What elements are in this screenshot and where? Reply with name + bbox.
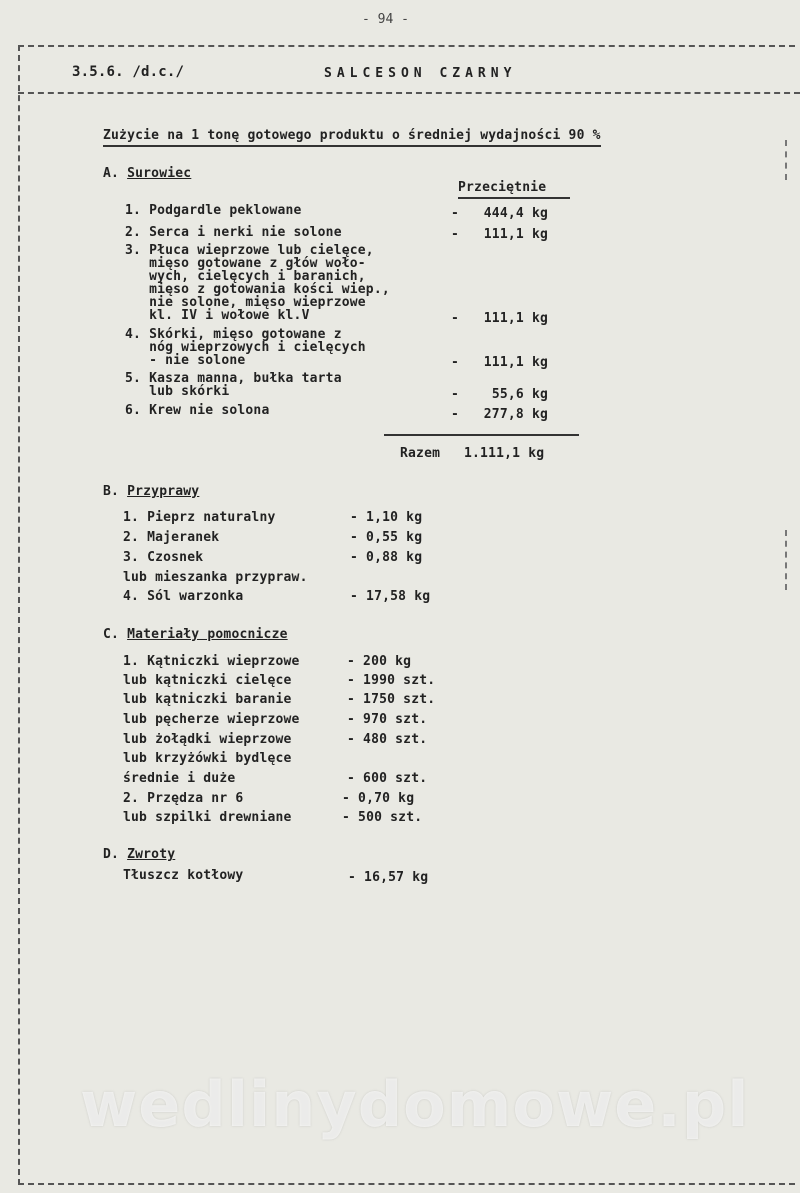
auxiliary-material-item-value: - 600 szt. — [347, 771, 428, 786]
raw-material-item-label: 1. Podgardle peklowane — [125, 203, 302, 218]
item-dash: - — [451, 227, 460, 242]
raw-material-item-value: 111,1 kg — [483, 311, 548, 326]
auxiliary-material-item-value: - 200 kg — [347, 654, 412, 669]
section-d-heading: D. Zwroty — [103, 847, 176, 862]
return-item-value: - 16,57 kg — [348, 870, 429, 885]
item-dash: - — [451, 206, 460, 221]
spice-item-label: 1. Pieprz naturalny — [123, 510, 276, 525]
auxiliary-material-item-value: - 970 szt. — [347, 712, 428, 727]
total-rule — [384, 434, 579, 436]
raw-material-item-label: 5. Kasza manna, bułka tarta lub skórki — [125, 371, 342, 399]
auxiliary-material-item-label: lub pęcherze wieprzowe — [123, 712, 300, 727]
raw-material-item-value: 111,1 kg — [483, 355, 548, 370]
auxiliary-material-item-value: - 0,70 kg — [342, 791, 415, 806]
raw-material-item-value: 444,4 kg — [483, 206, 548, 221]
spice-item-label: 3. Czosnek — [123, 550, 204, 565]
auxiliary-material-item-label: 1. Kątniczki wieprzowe — [123, 654, 300, 669]
raw-material-item-value: 277,8 kg — [483, 407, 548, 422]
header-divider — [18, 92, 800, 94]
item-dash: - — [451, 387, 460, 402]
section-c-heading: C. Materiały pomocnicze — [103, 627, 288, 642]
watermark: wedlinydomowe.pl — [80, 1068, 750, 1141]
section-number: 3.5.6. /d.c./ — [72, 64, 185, 80]
auxiliary-material-item-label: lub żołądki wieprzowe — [123, 732, 292, 747]
auxiliary-material-item-label: 2. Przędza nr 6 — [123, 791, 244, 806]
page-number: - 94 - — [362, 12, 409, 27]
raw-material-item-value: 111,1 kg — [483, 227, 548, 242]
item-dash: - — [451, 355, 460, 370]
total-value: 1.111,1 kg — [464, 446, 545, 461]
spice-item-label: 2. Majeranek — [123, 530, 220, 545]
spice-item-label: 4. Sól warzonka — [123, 589, 244, 604]
auxiliary-material-item-label: lub kątniczki baranie — [123, 692, 292, 707]
return-item-label: Tłuszcz kotłowy — [123, 868, 244, 883]
margin-mark — [785, 530, 791, 590]
auxiliary-material-item-value: - 1750 szt. — [347, 692, 436, 707]
document-title: SALCESON CZARNY — [324, 66, 517, 81]
total-label: Razem — [400, 446, 441, 461]
auxiliary-material-item-label: lub kątniczki cielęce — [123, 673, 292, 688]
spice-item-value: - 0,55 kg — [350, 530, 423, 545]
raw-material-item-label: 2. Serca i nerki nie solone — [125, 225, 342, 240]
spice-item-value: - 1,10 kg — [350, 510, 423, 525]
column-heading-average: Przeciętnie — [458, 180, 570, 199]
auxiliary-material-item-label: lub szpilki drewniane — [123, 810, 292, 825]
auxiliary-material-item-value: - 1990 szt. — [347, 673, 436, 688]
section-b-heading: B. Przyprawy — [103, 484, 200, 499]
raw-material-item-label: 4. Skórki, mięso gotowane z nóg wieprzowych i cielęcych - nie solone — [125, 327, 366, 368]
auxiliary-material-item-label: lub krzyżówki bydlęce — [123, 751, 292, 766]
raw-material-item-label: 3. Płuca wieprzowe lub cielęce, mięso gotowane z głów woło- wych, cielęcych i baranich, mięso z gotowania kości wiep., nie solone, mięso wieprzowe kl. IV i wołowe kl.V — [125, 243, 390, 323]
item-dash: - — [451, 311, 460, 326]
margin-mark — [785, 140, 791, 180]
auxiliary-material-item-value: - 480 szt. — [347, 732, 428, 747]
raw-material-item-value: 55,6 kg — [491, 387, 548, 402]
section-a-heading: A. Surowiec — [103, 166, 192, 181]
spice-item-label: lub mieszanka przypraw. — [123, 570, 308, 585]
spice-item-value: - 0,88 kg — [350, 550, 423, 565]
auxiliary-material-item-label: średnie i duże — [123, 771, 236, 786]
intro-line: Zużycie na 1 tonę gotowego produktu o średniej wydajności 90 % — [103, 128, 601, 147]
item-dash: - — [451, 407, 460, 422]
raw-material-item-label: 6. Krew nie solona — [125, 403, 270, 418]
auxiliary-material-item-value: - 500 szt. — [342, 810, 423, 825]
spice-item-value: - 17,58 kg — [350, 589, 431, 604]
